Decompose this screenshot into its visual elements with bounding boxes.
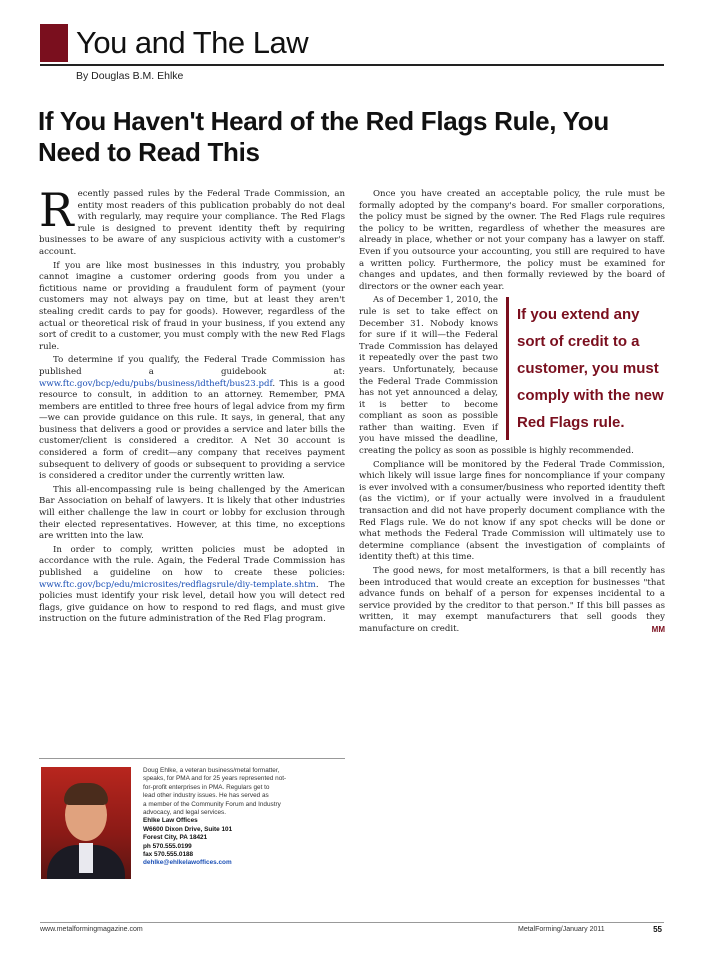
paragraph: Recently passed rules by the Federal Trade Commission, an entity most readers of this publication probably do not deal with regularly, may require your compliance. The Red Flags rule is designed to prevent identity theft by requiring businesses to be aware of any suspicious activity with a customer's account. <box>39 189 345 257</box>
page-number: 55 <box>653 925 662 934</box>
paragraph: The good news, for most metalformers, is that a bill recently has been introduced that would create an exception for businesses "that advance funds on behalf of a person for expenses incidental to a service provided by the creditor to that person." If this bill passes as written, it may exempt manufacturers that sell goods they manufacture on credit. MM <box>359 566 665 634</box>
article-column-right <box>359 189 665 914</box>
paragraph: In order to comply, written policies must be adopted in accordance with the rule. Again, the Federal Trade Commission has published a guideline on how to create these policies: www.ftc.gov/bcp/edu/microsites/redflagsrule/diy-template.shtm. The policies must identify your risk level, detail how you will detect red flags, give guidance on how to respond to red flags, and must give instruction on the future administration of the Red Flag program. <box>39 544 345 625</box>
paragraph: To determine if you qualify, the Federal Trade Commission has published a guidebook at: www.ftc.gov/bcp/edu/pubs/business/idtheft/bus23.pdf. This is a good resource to consult, in addition to an attorney. Remember, PMA members are entitled to three free hours of legal advice from my firm—we can provide guidance on this rule. It says, in general, that any business that delivers a good or provides a service and later bills the customer/client is considered a creditor. A Net 30 account is considered a form of credit—any company that receives payment subsequent to delivery of goods or subsequent to providing a service is considered a creditor under the currently written law. <box>39 355 345 482</box>
header-rule <box>40 64 664 66</box>
paragraph: Once you have created an acceptable policy, the rule must be formally adopted by the company's board. For smaller corporations, the policy must be signed by the owner. The Red Flags rule requires the policy to be written, regardless of whether the measures are already in place, whether or not your company has a lawyer on staff. Even if you outsource your accounting, you still are required to have a written policy. Furthermore, the policy must be examined for changes and updates, and then formally reviewed by the board of directors or the owner each year. <box>359 189 665 292</box>
author-address-1: W6600 Dixon Drive, Suite 101 <box>143 825 233 833</box>
guideline-link[interactable]: www.ftc.gov/bcp/edu/microsites/redflagsrule/diy-template.shtm <box>39 579 316 590</box>
footer-url: www.metalformingmagazine.com <box>40 926 143 933</box>
footer-rule <box>40 922 664 923</box>
paragraph: This all-encompassing rule is being challenged by the American Bar Association on behalf of lawyers. It is likely that other industries will either challenge the law in court or lobby for exclusion through their elected representatives. However, at this time, no exceptions are written into the law. <box>39 484 345 542</box>
paragraph: If you are like most businesses in this industry, you probably cannot imagine a customer ordering goods from you under a fictitious name or providing a fraudulent form of payment (your customers may not always pay on time, but at least they aren't stealing credit cards to pay for goods). However, regardless of the actual or theoretical risk of fraud in your business, if you extend any sort of credit to a customer, you must comply with the new Red Flags rule. <box>39 260 345 352</box>
column-header-bar <box>40 24 68 62</box>
author-bio: Doug Ehlke, a veteran business/metal formatter, speaks, for PMA and for 25 years represented not- for-profit enterprises in PMA. Regulars get to lead other industry issues. He has served as a member of the Community Forum and Industry advocacy, and legal services. Ehlke Law Offices W6600 Dixon Drive, Suite 101 Forest City, PA 18421 ph 570.555.0199 fax 570.555.0188 dehlke@ehlkelawoffices.com <box>143 767 343 868</box>
pull-quote: If you extend any sort of credit to a customer, you must comply with the new Red Flags rule. <box>506 297 665 440</box>
paragraph: If you extend any sort of credit to a customer, you must comply with the new Red Flags rule. As of December 1, 2010, the rule is set to take effect on December 31. Nobody knows for sure if it will—the Federal Trade Commission has delayed it repeatedly over the past two years. Unfortunately, because the Federal Trade Commission has not yet announced a delay, it is better to become compliant as soon as possible rather than waiting. Even if you have missed the deadline, creating the policy as soon as possible is highly recommended. <box>359 295 664 457</box>
author-email-link[interactable]: dehlke@ehlkelawoffices.com <box>143 859 232 867</box>
guidebook-link[interactable]: www.ftc.gov/bcp/edu/pubs/business/idtheft/bus23.pdf <box>39 378 273 389</box>
column-title: You and The Law <box>76 25 309 60</box>
author-address-2: Forest City, PA 18421 <box>143 834 208 842</box>
author-phone: ph 570.555.0199 <box>143 842 192 850</box>
end-mark: MM <box>651 624 665 634</box>
paragraph: Compliance will be monitored by the Federal Trade Commission, which likely will issue large fines for noncompliance if your company is ever involved with a consumer/business who reported identity theft (as the victim), or if your actually were involved in a fraudulent transaction and did not have properly document compliance with the Red Flags rule. We do not know if any spot checks will be done or what methods the Federal Trade Commission will ultimately use to determine compliance (absent the investigation of complaints of identity theft) at this time. <box>359 459 665 563</box>
byline: By Douglas B.M. Ehlke <box>76 70 184 82</box>
author-box <box>39 758 345 879</box>
author-photo <box>41 767 131 879</box>
article-headline: If You Haven't Heard of the Red Flags Rule, You Need to Read This <box>38 106 609 167</box>
footer-issue: MetalForming/January 2011 <box>518 926 605 933</box>
author-firm: Ehlke Law Offices <box>143 817 198 825</box>
drop-cap: R <box>39 189 74 237</box>
author-fax: fax 570.555.0188 <box>143 851 194 859</box>
article-column-left <box>39 189 345 751</box>
